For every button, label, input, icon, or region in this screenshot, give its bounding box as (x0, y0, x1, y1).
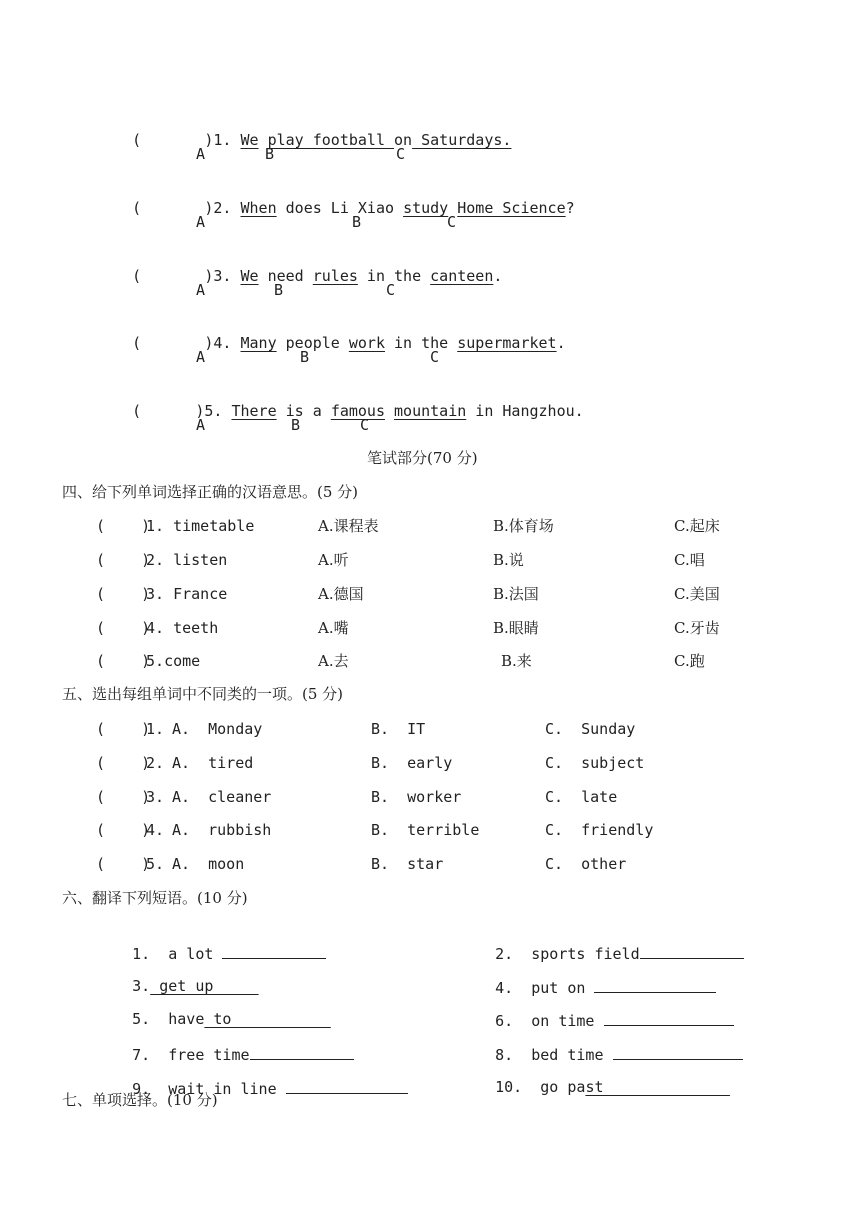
option-c: C.牙齿 (674, 619, 720, 637)
item-number: 5. (146, 855, 165, 873)
text: in the (385, 334, 458, 352)
phrase-label: 1. a lot (132, 945, 223, 963)
option-a: A.去 (318, 652, 349, 670)
underlined-part-b: famous (330, 402, 385, 420)
option-c: C.美国 (674, 585, 720, 603)
answer-paren[interactable]: ( ) (96, 788, 151, 806)
phrase-label: 10. go pa (495, 1078, 586, 1096)
letter-c: C (386, 281, 396, 299)
option-a: A.德国 (318, 585, 364, 603)
item-number: 3. (146, 788, 165, 806)
letter-b: B (352, 213, 362, 231)
option-b: B. star (371, 855, 444, 873)
text: . (556, 334, 566, 352)
option-a: A. tired (172, 754, 254, 772)
answer-paren[interactable]: ( ) (96, 855, 151, 873)
item-number: 2. (146, 754, 165, 772)
phrase-label: 7. free time (132, 1046, 250, 1064)
item-number: 4. (146, 619, 165, 637)
option-c: C.唱 (674, 551, 705, 569)
word: France (173, 585, 228, 603)
underlined-part-a: Many (240, 334, 277, 352)
answer-blank[interactable]: to (204, 1010, 331, 1028)
item-number: 3. (213, 267, 232, 285)
answer-paren[interactable]: ( ) (96, 652, 151, 670)
word: teeth (173, 619, 219, 637)
section7-title: 七、单项选择。(10 分) (62, 1091, 218, 1109)
answer-blank[interactable]: st (585, 1078, 730, 1096)
text: need (258, 267, 313, 285)
underlined-part-a: When (240, 199, 277, 217)
letter-b: B (300, 348, 310, 366)
letter-a: A (196, 416, 206, 434)
letter-b: B (274, 281, 284, 299)
item-number: 4. (213, 334, 232, 352)
phrase-label: 9. wait in line (132, 1080, 286, 1098)
item-number: 2. (146, 551, 165, 569)
underlined-part-c: supermarket (457, 334, 557, 352)
option-b: B. IT (371, 720, 426, 738)
option-b: B. early (371, 754, 453, 772)
item-word (146, 550, 227, 570)
letter-a: A (196, 213, 206, 231)
answer-paren[interactable]: ( ) (96, 720, 151, 738)
section-title: 四、给下列单词选择正确的汉语意思。(5 分) (62, 483, 359, 501)
item-number: 2. (213, 199, 232, 217)
letter-a: A (196, 348, 206, 366)
option-a: A. moon (172, 855, 245, 873)
letter-a: A (196, 281, 206, 299)
option-c: C.起床 (674, 517, 720, 535)
option-a: A.嘴 (318, 619, 349, 637)
answer-paren[interactable]: ( ) (96, 821, 151, 839)
word: come (164, 652, 201, 670)
letter-a: A (196, 145, 206, 163)
answer-paren[interactable]: ( ) (132, 334, 214, 352)
item-number: 1. (146, 720, 165, 738)
text: does Li Xiao (276, 199, 404, 217)
underlined-part-a: We (240, 131, 259, 149)
option-a: A.听 (318, 551, 349, 569)
option-a: A.课程表 (318, 517, 379, 535)
underlined-part-b: play football (267, 131, 395, 149)
item-number: 5. (204, 402, 223, 420)
answer-blank[interactable] (286, 1077, 408, 1094)
underlined-part-a: There (231, 402, 277, 420)
answer-paren[interactable]: ( ) (96, 517, 151, 535)
underlined-part-c: Saturdays. (412, 131, 512, 149)
item-word (146, 618, 218, 638)
phrase-label: 4. put on (495, 979, 595, 997)
underlined-part-b: rules (312, 267, 358, 285)
phrase-label: 8. bed time (495, 1046, 613, 1064)
item-number: 5. (146, 652, 165, 670)
answer-paren[interactable]: ( ) (132, 131, 214, 149)
word: listen (173, 551, 228, 569)
section-title: 五、选出每组单词中不同类的一项。(5 分) (62, 685, 344, 703)
s3-item-1 (96, 110, 511, 170)
item-word (146, 584, 227, 604)
phrase-label: 6. on time (495, 1012, 604, 1030)
item-word (146, 516, 254, 536)
underlined-part-a: We (240, 267, 259, 285)
option-c: C.跑 (674, 652, 705, 670)
answer-blank[interactable]: get up (150, 977, 259, 995)
option-c: C. other (545, 855, 627, 873)
s3-item-5 (96, 381, 584, 441)
text: in Hangzhou. (466, 402, 584, 420)
underlined-part-b: study (403, 199, 449, 217)
phrase-label: 3. (132, 977, 151, 995)
text: is a (276, 402, 331, 420)
answer-paren[interactable]: ( ) (132, 267, 214, 285)
option-b: B. worker (371, 788, 462, 806)
phrase-10 (459, 1057, 730, 1117)
underlined-part-c: canteen (430, 267, 494, 285)
letter-b: B (265, 145, 275, 163)
text: in the (357, 267, 431, 285)
item-number: 4. (146, 821, 165, 839)
answer-paren[interactable]: ( ) (96, 585, 151, 603)
answer-paren[interactable]: ( ) (96, 619, 151, 637)
option-b: B. terrible (371, 821, 480, 839)
option-a: A. rubbish (172, 821, 272, 839)
option-b: B.法国 (493, 585, 539, 603)
letter-c: C (396, 145, 406, 163)
item-number: 3. (146, 585, 165, 603)
answer-paren[interactable]: ( ) (132, 199, 214, 217)
text: on (394, 131, 413, 149)
section-title: 六、翻译下列短语。(10 分) (62, 889, 248, 907)
phrase-label: 2. sports field (495, 945, 640, 963)
item-number: 1. (146, 517, 165, 535)
text: . (493, 267, 503, 285)
letter-c: C (430, 348, 440, 366)
answer-paren[interactable]: ( ) (132, 402, 205, 420)
option-b: B.眼睛 (493, 619, 539, 637)
s3-item-3 (96, 246, 502, 306)
text (385, 402, 394, 420)
word: timetable (173, 517, 255, 535)
option-b: B.说 (493, 551, 524, 569)
letter-c: C (360, 416, 370, 434)
letter-c: C (447, 213, 457, 231)
option-c: C. late (545, 788, 618, 806)
option-c: C. subject (545, 754, 645, 772)
answer-paren[interactable]: ( ) (96, 754, 151, 772)
phrase-label: 5. have (132, 1010, 205, 1028)
option-b: B.体育场 (493, 517, 554, 535)
underlined-part-c: Home Science (457, 199, 566, 217)
s3-item-2 (96, 178, 575, 238)
option-c: C. Sunday (545, 720, 636, 738)
text: people (276, 334, 349, 352)
underlined-part-b: work (348, 334, 385, 352)
s3-item-4 (96, 313, 566, 373)
letter-b: B (291, 416, 301, 434)
answer-paren[interactable]: ( ) (96, 551, 151, 569)
item-word (146, 651, 200, 671)
option-a: A. Monday (172, 720, 263, 738)
option-a: A. cleaner (172, 788, 272, 806)
option-b: B.来 (501, 652, 532, 670)
option-c: C. friendly (545, 821, 654, 839)
text: ? (565, 199, 575, 217)
item-number: 1. (213, 131, 232, 149)
written-part-title: 笔试部分(70 分) (367, 449, 478, 467)
underlined-part-c: mountain (394, 402, 467, 420)
